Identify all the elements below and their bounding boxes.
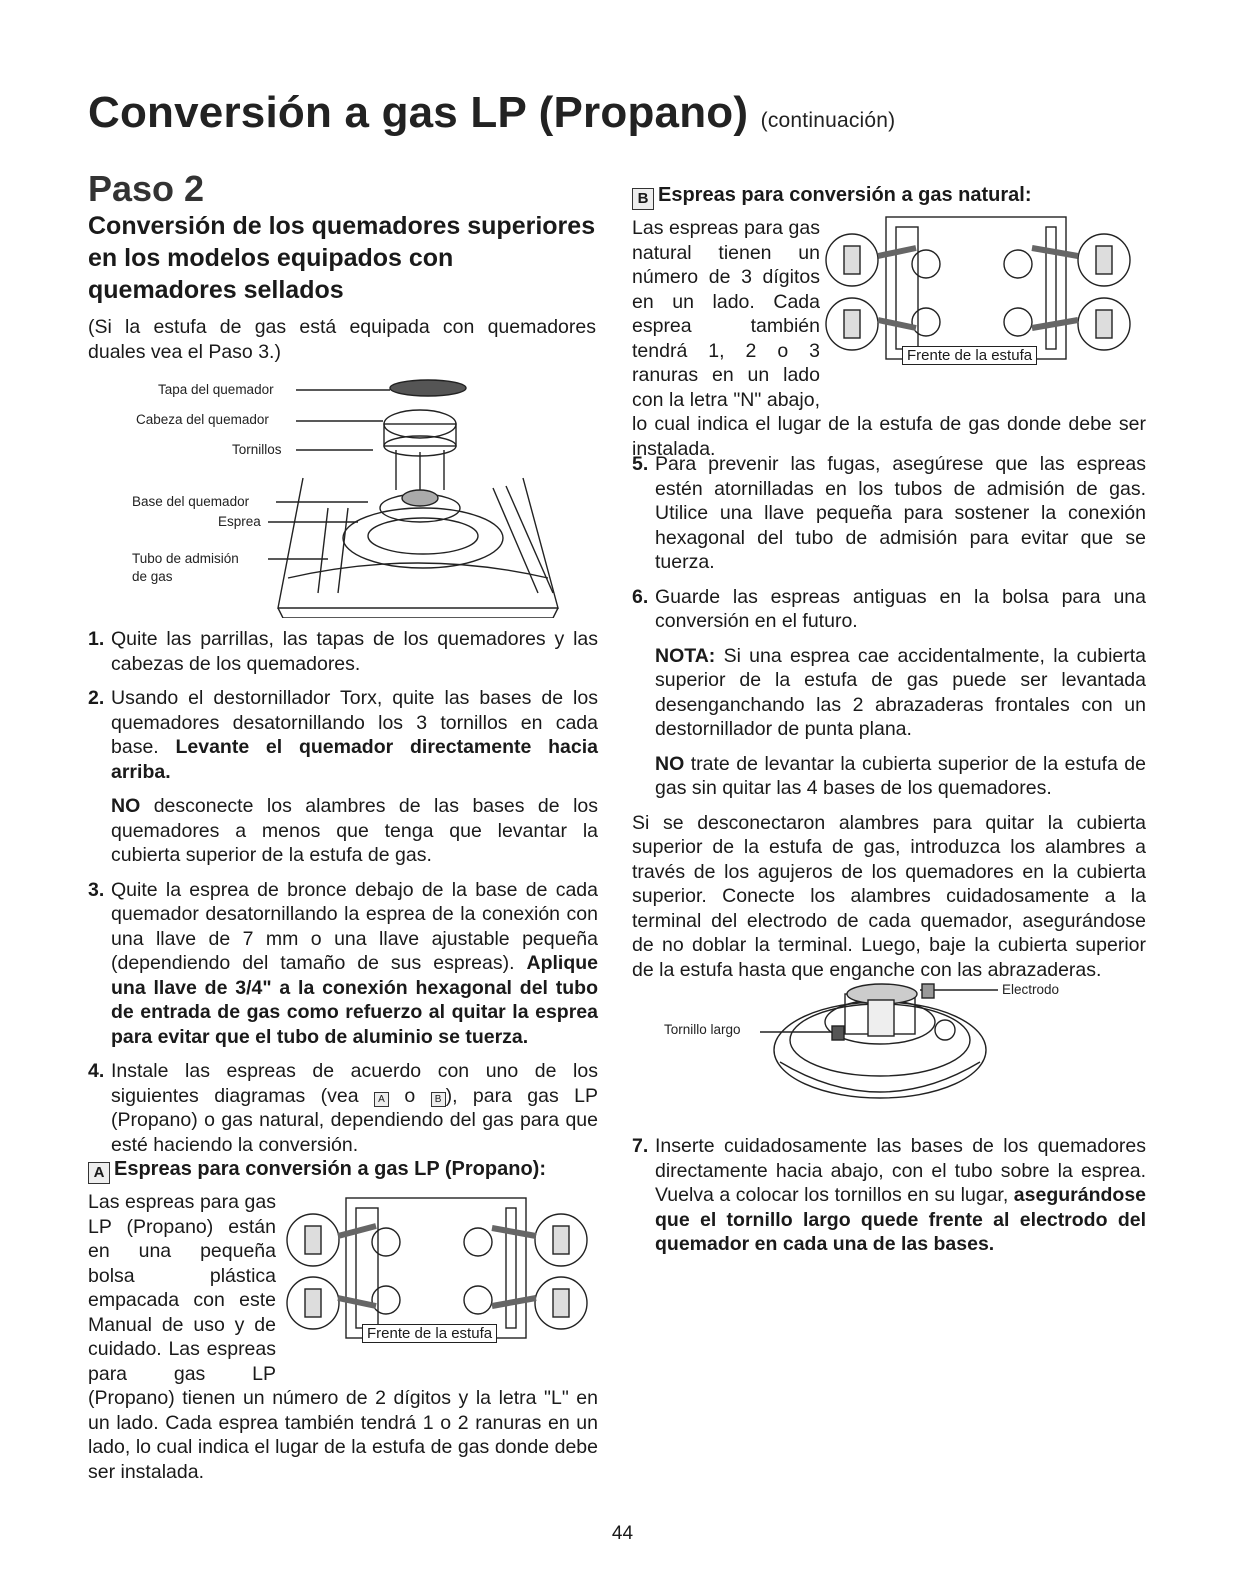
label-burner-base: Base del quemador: [132, 494, 250, 509]
step-2-bold: Levante el quemador directamente hacia arriba.: [111, 736, 598, 783]
step-note: (Si la estufa de gas está equipada con quemadores duales vea el Paso 3.): [88, 316, 596, 363]
wires-paragraph: Si se desconectaron alambres para quitar la cubierta superior de la estufa de gas, introduzca los alambres a través de los agujeros de los quemadores en la cubierta superior. Conecte los alambres cuidadosamente a la terminal del electrodo de cada quemador, asegurándose de no doblar la terminal. Luego, baje la cubierta superior de la estufa hasta que enganche con las abrazaderas.: [632, 811, 1146, 981]
page-title: [88, 88, 895, 138]
step-4-text-b: o: [404, 1084, 416, 1107]
nota: [655, 644, 1146, 742]
label-burner-cap: Tapa del quemador: [158, 382, 274, 397]
section-a-diagram-label: Frente de la estufa: [362, 1324, 497, 1343]
step-7-bold: asegurándose que el tornillo largo quede frente al electrodo del quemador en cada una de las bases.: [655, 1184, 1147, 1255]
step-5: [632, 452, 1146, 575]
step-4-text-a: Instale las espreas de acuerdo con uno de los siguientes diagramas (vea: [111, 1060, 598, 1107]
step-5-text: Para prevenir las fugas, asegúrese que las espreas estén atornilladas en los tubos de admisión de gas. Utilice una llave pequeña para sostener la conexión hexagonal del tubo de admisión para evitar que se tuerza.: [655, 453, 1146, 573]
step-5-number: 5.: [632, 453, 649, 475]
step-7: [632, 1134, 1146, 1257]
section-b-text-block: [632, 216, 1146, 461]
step-3: [88, 878, 598, 1050]
page-number: 44: [611, 1523, 634, 1544]
label-burner-head: Cabeza del quemador: [136, 412, 269, 427]
section-b-letter-icon: B: [632, 188, 654, 210]
step-2-warning-text: desconecte los alambres de las bases de los quemadores a menos que tenga que levantar la cubierta superior de la estufa de gas.: [111, 795, 598, 866]
title-main: Conversión a gas LP (Propano): [88, 88, 749, 137]
step-4: [88, 1059, 598, 1157]
step-1: [88, 627, 598, 676]
step-4-text-c: ), para gas LP (Propano) o gas natural, dependiendo del gas para que esté haciendo la conversión.: [111, 1084, 598, 1156]
section-a-text: Las espreas para gas LP (Propano) están en una pequeña bolsa plástica empacada con este Manual de uso y de cuidado. Las espreas para gas LP (Propano) tienen un número de 2 dígitos y la letra "L" en un lado. Cada esprea también tendrá 1 o 2 ranuras en un lado, lo cual indica el lugar de la estufa de gas donde debe ser instalada.: [88, 1191, 598, 1483]
step-3-number: 3.: [88, 878, 105, 901]
step-2-warning-no: NO: [111, 795, 141, 817]
title-suffix: (continuación): [760, 109, 896, 132]
steps-right: [632, 452, 1146, 982]
step-heading: Conversión de los quemadores superiores en los modelos equipados con quemadores sellados: [88, 212, 596, 304]
label-orifice: Esprea: [218, 514, 261, 529]
step-6-text: Guarde las espreas antiguas en la bolsa para una conversión en el futuro.: [655, 585, 1146, 632]
section-a-title-row: [88, 1158, 546, 1184]
steps-left: [88, 627, 598, 1167]
label-electrode: Electrodo: [1002, 982, 1060, 997]
section-a-letter-icon: A: [88, 1162, 110, 1184]
nota-warning-no: NO: [655, 752, 685, 775]
step-2: [88, 686, 598, 784]
nota-text: Si una esprea cae accidentalmente, la cubierta superior de la estufa de gas puede ser levantada desenganchando las 2 abrazaderas frontales con un destornillador de punta plana.: [655, 644, 1147, 740]
step-7-block: [632, 1134, 1146, 1267]
step-3-bold: Aplique una llave de 3/4" a la conexión hexagonal del tubo de entrada de gas como refuerzo al quitar la esprea para evitar que el tubo de aluminio se tuerza.: [111, 952, 599, 1048]
letter-b-icon: B: [431, 1092, 446, 1107]
electrode-diagram: [660, 972, 1080, 1107]
burner-diagram: [128, 378, 578, 618]
label-intake-tube-gas: de gas: [132, 569, 173, 584]
section-b-diagram-label: Frente de la estufa: [902, 346, 1037, 365]
section-b-text: Las espreas para gas natural tienen un número de 3 dígitos en un lado. Cada esprea también tendrá 1, 2 o 3 ranuras en un lado con la letra "N" abajo, lo cual indica el lugar de la estufa de gas donde debe ser instalada.: [632, 217, 1146, 460]
label-intake-tube: Tubo de admisión: [132, 551, 239, 566]
section-b-title-row: [632, 184, 1032, 210]
step-1-text: Quite las parrillas, las tapas de los quemadores y las cabezas de los quemadores.: [111, 628, 598, 675]
step-6-number: 6.: [632, 585, 649, 608]
section-a-text-block: [88, 1190, 598, 1484]
step-7-number: 7.: [632, 1135, 649, 1157]
step-1-number: 1.: [88, 628, 105, 650]
label-long-screw: Tornillo largo: [664, 1022, 741, 1037]
nota-warning-text: trate de levantar la cubierta superior de la estufa de gas sin quitar las 4 bases de los quemadores.: [655, 752, 1146, 799]
step-3-text: Quite la esprea de bronce debajo de la base de cada quemador desatornillando la esprea de la conexión con una llave de 7 mm o una llave ajustable pequeña (dependiendo del tamaño de sus espreas).: [111, 878, 598, 974]
step-7-text: Inserte cuidadosamente las bases de los quemadores directamente hacia abajo, con el tubo sobre la esprea. Vuelva a colocar los tornillos en su lugar,: [655, 1135, 1146, 1206]
step-4-number: 4.: [88, 1060, 105, 1082]
step-2-text: Usando el destornillador Torx, quite las bases de los quemadores desatornillando los 3 tornillos en cada base.: [111, 687, 598, 758]
section-b-title: Espreas para conversión a gas natural:: [658, 184, 1032, 206]
step-2-warning: [111, 794, 598, 868]
nota-warning: [655, 752, 1146, 801]
section-a-title: Espreas para conversión a gas LP (Propano):: [114, 1158, 546, 1180]
step-6: [632, 585, 1146, 634]
letter-a-icon: A: [374, 1092, 389, 1107]
nota-label: NOTA:: [655, 644, 716, 667]
step-2-number: 2.: [88, 687, 105, 709]
label-screws: Tornillos: [232, 442, 282, 457]
step-label: Paso 2: [88, 168, 205, 209]
